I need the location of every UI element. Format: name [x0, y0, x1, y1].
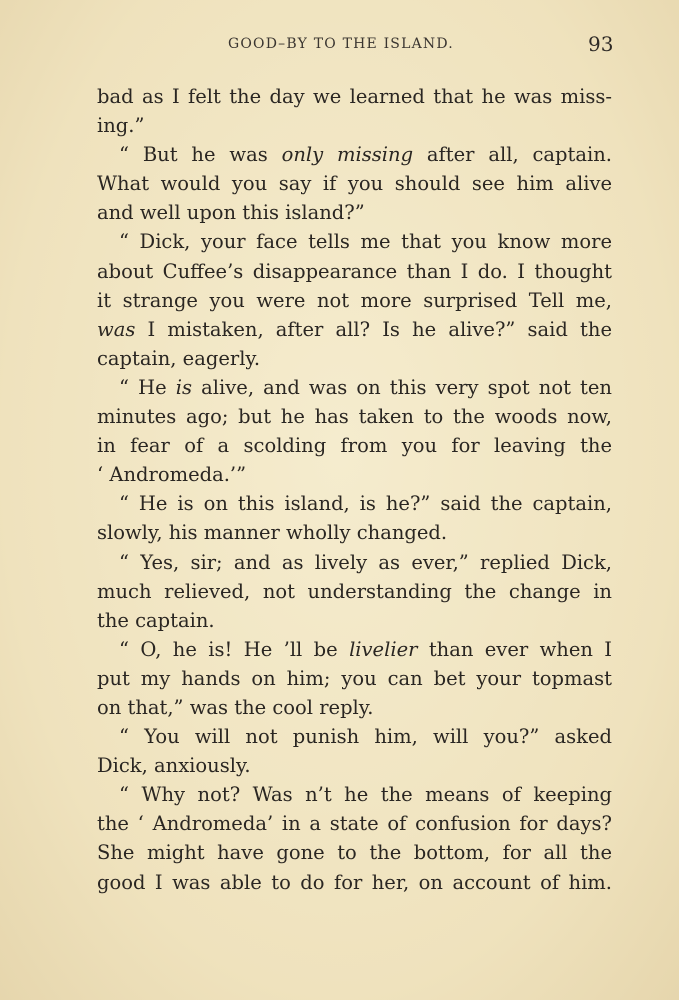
- text-line: slowly, his manner wholly changed.: [97, 521, 448, 545]
- italic-emphasis: only missing: [281, 143, 414, 167]
- page-number: 93: [588, 32, 614, 56]
- text-line: bad as I felt the day we learned that he was miss-: [97, 85, 612, 108]
- text-line: What would you say if you should see him alive: [97, 172, 612, 196]
- italic-emphasis: was: [97, 317, 136, 341]
- text-line: in fear of a scolding from you for leaving the: [97, 434, 612, 458]
- text-line: minutes ago; but he has taken to the woods now,: [97, 405, 612, 429]
- text-line: [97, 140, 612, 169]
- page-header: [0, 32, 679, 62]
- text-line: “ He is on this island, is he?” said the captain,: [119, 492, 612, 516]
- text-line: the ‘ Andromeda’ in a state of confusion for days?: [97, 812, 612, 836]
- text-line: captain, eagerly.: [97, 346, 261, 370]
- text-line: and well upon this island?”: [97, 201, 365, 225]
- text-line: on that,” was the cool reply.: [97, 695, 374, 719]
- text-line: put my hands on him; you can bet your topmast: [97, 666, 612, 690]
- text-line: ing.”: [97, 114, 145, 138]
- text-line: it strange you were not more surprised Tell me,: [97, 288, 612, 312]
- text-line: ‘ Andromeda.’”: [97, 463, 247, 487]
- text-line: She might have gone to the bottom, for all the: [97, 841, 612, 865]
- text-line: “ You will not punish him, will you?” asked: [119, 725, 612, 749]
- text-line: “ Why not? Was n’t he the means of keeping: [119, 783, 612, 807]
- text-line: about Cuffee’s disappearance than I do. I thought: [97, 259, 612, 283]
- text-line: Dick, anxiously.: [97, 754, 251, 778]
- text-line: much relieved, not understanding the change in: [97, 579, 612, 603]
- text-line: [97, 373, 612, 402]
- line-text-before-italic: “ O, he is! He ’ll be: [119, 637, 350, 661]
- line-text-after-italic: alive, and was on this very spot not ten: [192, 375, 612, 399]
- line-text-after-italic: after all, captain.: [413, 143, 612, 167]
- text-line: “ Dick, your face tells me that you know more: [119, 230, 612, 254]
- line-text-after-italic: than ever when I: [417, 637, 612, 661]
- line-text-before-italic: “ He: [119, 375, 176, 399]
- running-head: GOOD–BY TO THE ISLAND.: [228, 36, 454, 52]
- body-text: [97, 82, 612, 897]
- line-text-before-italic: “ But he was: [119, 143, 282, 167]
- italic-emphasis: is: [175, 375, 193, 399]
- text-line: good I was able to do for her, on account of him.: [97, 870, 612, 894]
- italic-emphasis: livelier: [349, 637, 418, 661]
- line-text-after-italic: I mistaken, after all? Is he alive?” said the: [135, 317, 612, 341]
- text-line: “ Yes, sir; and as lively as ever,” replied Dick,: [119, 550, 612, 574]
- text-line: [97, 635, 612, 664]
- text-line: the captain.: [97, 608, 215, 632]
- text-line: [97, 315, 612, 344]
